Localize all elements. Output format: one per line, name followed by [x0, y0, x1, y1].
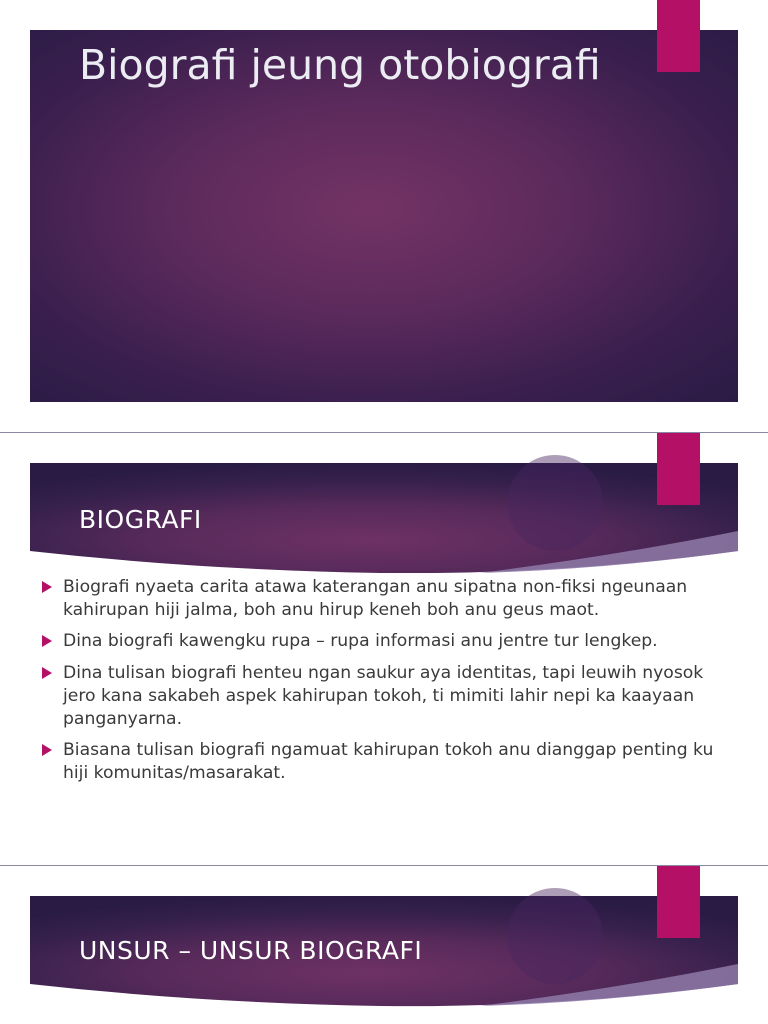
slide-1	[0, 0, 768, 432]
bullet-item	[42, 662, 732, 732]
slide-2-accent-tab	[657, 433, 700, 505]
bullet-text: Biografi nyaeta carita atawa katerangan anu sipatna non-fiksi ngeunaan kahirupan hiji jalma, boh anu hirup keneh boh anu geus maot.	[63, 577, 688, 621]
bullet-text: Dina biografi kawengku rupa – rupa informasi anu jentre tur lengkep.	[63, 631, 658, 652]
slide-2-title: BIOGRAFI	[79, 505, 202, 534]
slide-1-accent-tab	[657, 0, 700, 72]
bullet-item	[42, 576, 732, 622]
bullet-arrow-icon	[42, 581, 52, 593]
slide-2-header-background	[0, 433, 768, 573]
slide-3-accent-tab	[657, 866, 700, 938]
bullet-arrow-icon	[42, 744, 52, 756]
bullet-item	[42, 739, 732, 785]
slide-3-title: UNSUR – UNSUR BIOGRAFI	[79, 936, 423, 965]
slide-3	[0, 866, 768, 1024]
bullet-arrow-icon	[42, 635, 52, 647]
bullet-text: Biasana tulisan biografi ngamuat kahirupan tokoh anu dianggap penting ku hiji komunitas/masarakat.	[63, 740, 714, 784]
slide-1-title: Biografi jeung otobiografi	[79, 41, 601, 89]
bullet-text: Dina tulisan biografi henteu ngan saukur aya identitas, tapi leuwih nyosok jero kana sakabeh aspek kahirupan tokoh, ti mimiti lahir nepi ka kaayaan panganyarna.	[63, 662, 704, 730]
slide-2-bullet-list	[42, 576, 732, 794]
bullet-arrow-icon	[42, 667, 52, 679]
bullet-item	[42, 630, 732, 653]
